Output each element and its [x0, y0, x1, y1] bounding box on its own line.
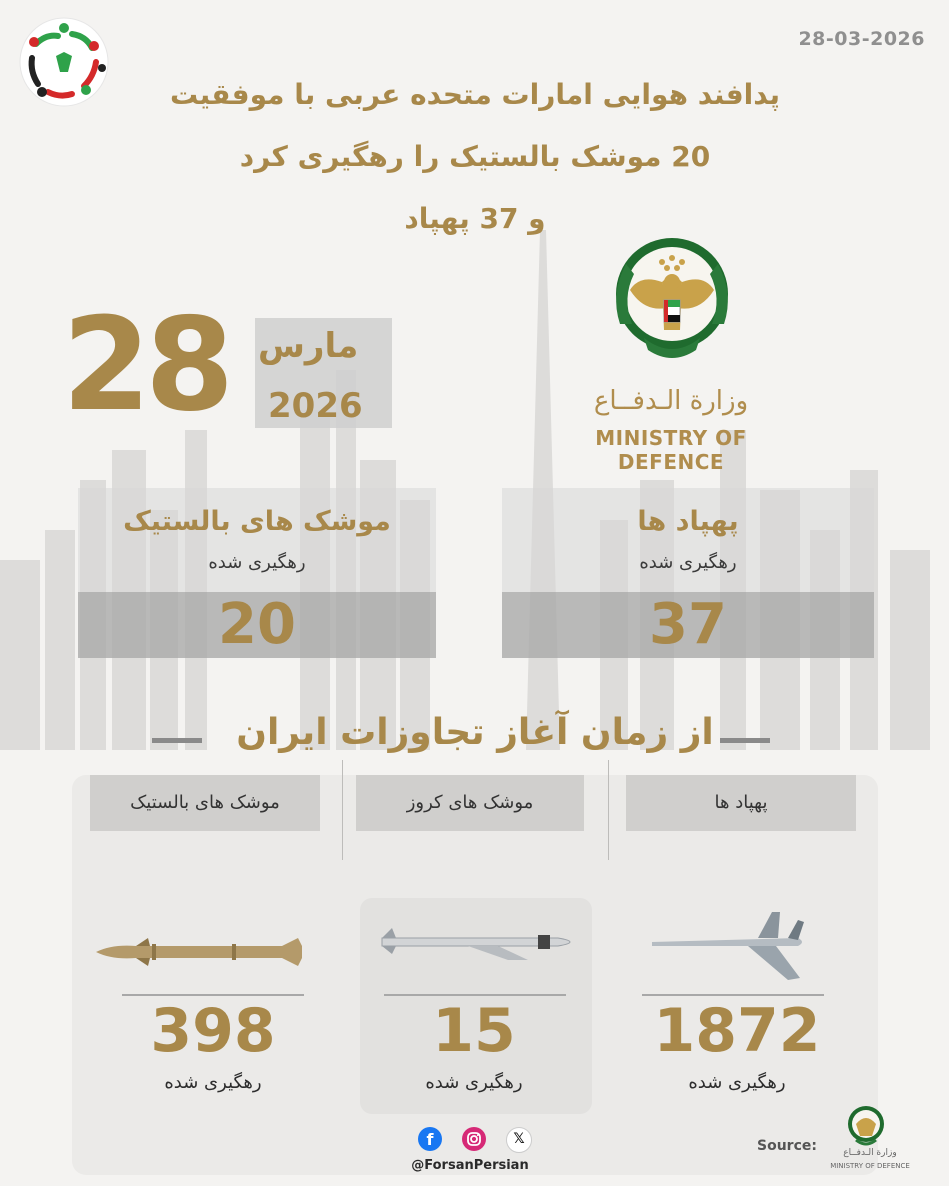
instagram-icon[interactable] [462, 1127, 486, 1151]
total-drones-value: 1872 [653, 996, 821, 1066]
total-drones-label: پهپاد ها [626, 775, 856, 831]
column-divider-2 [608, 760, 609, 860]
stat-card-drones-subtitle: رهگیری شده [639, 552, 737, 573]
stat-card-ballistic-title: موشک های بالستیک [123, 506, 391, 537]
publication-date: 28-03-2026 [798, 28, 925, 50]
total-ballistic-subtitle: رهگیری شده [164, 1072, 262, 1093]
organization-logo [16, 14, 112, 110]
stat-card-drones-title: پهپاد ها [637, 506, 739, 537]
headline-line-2: 20 موشک بالستیک را رهگیری کرد [239, 140, 711, 173]
source-ministry-english: MINISTRY OF DEFENCE [830, 1162, 910, 1170]
total-drones-subtitle: رهگیری شده [688, 1072, 786, 1093]
stat-card-ballistic-value: 20 [218, 592, 296, 657]
section-dash-right [720, 738, 770, 743]
total-cruise-value: 15 [432, 996, 516, 1066]
total-cruise-subtitle: رهگیری شده [425, 1072, 523, 1093]
headline-line-1: پدافند هوایی امارات متحده عربی با موفقیت [170, 78, 780, 111]
x-icon[interactable]: 𝕏 [506, 1127, 532, 1153]
social-handle[interactable]: @ForsanPersian [411, 1158, 529, 1173]
total-ballistic-label: موشک های بالستیک [90, 775, 320, 831]
section-dash-left [152, 738, 202, 743]
headline-line-3: و 37 پهپاد [404, 202, 546, 235]
stat-card-ballistic-subtitle: رهگیری شده [208, 552, 306, 573]
total-ballistic-value: 398 [150, 996, 276, 1066]
total-cruise-label: موشک های کروز [356, 775, 584, 831]
ballistic-missile-icon [92, 930, 306, 974]
month-label: مارس [258, 326, 359, 366]
stat-card-drones-value: 37 [649, 592, 727, 657]
drone-icon [648, 908, 808, 988]
ministry-name-arabic: وزارة الـدفــاع [593, 386, 749, 416]
year-label: 2026 [268, 386, 363, 426]
facebook-icon[interactable]: f [418, 1127, 442, 1151]
source-ministry-arabic: وزارة الـدفــاع [843, 1148, 897, 1158]
section-title: از زمان آغاز تجاوزات ایران [236, 712, 714, 753]
ministry-emblem-icon [610, 234, 734, 368]
column-divider-1 [342, 760, 343, 860]
cruise-missile-icon [378, 920, 572, 968]
source-label: Source: [757, 1138, 817, 1154]
ministry-name-english: MINISTRY OF DEFENCE [595, 426, 747, 474]
big-day-number: 28 [62, 291, 229, 440]
source-ministry-emblem-icon [846, 1104, 886, 1148]
